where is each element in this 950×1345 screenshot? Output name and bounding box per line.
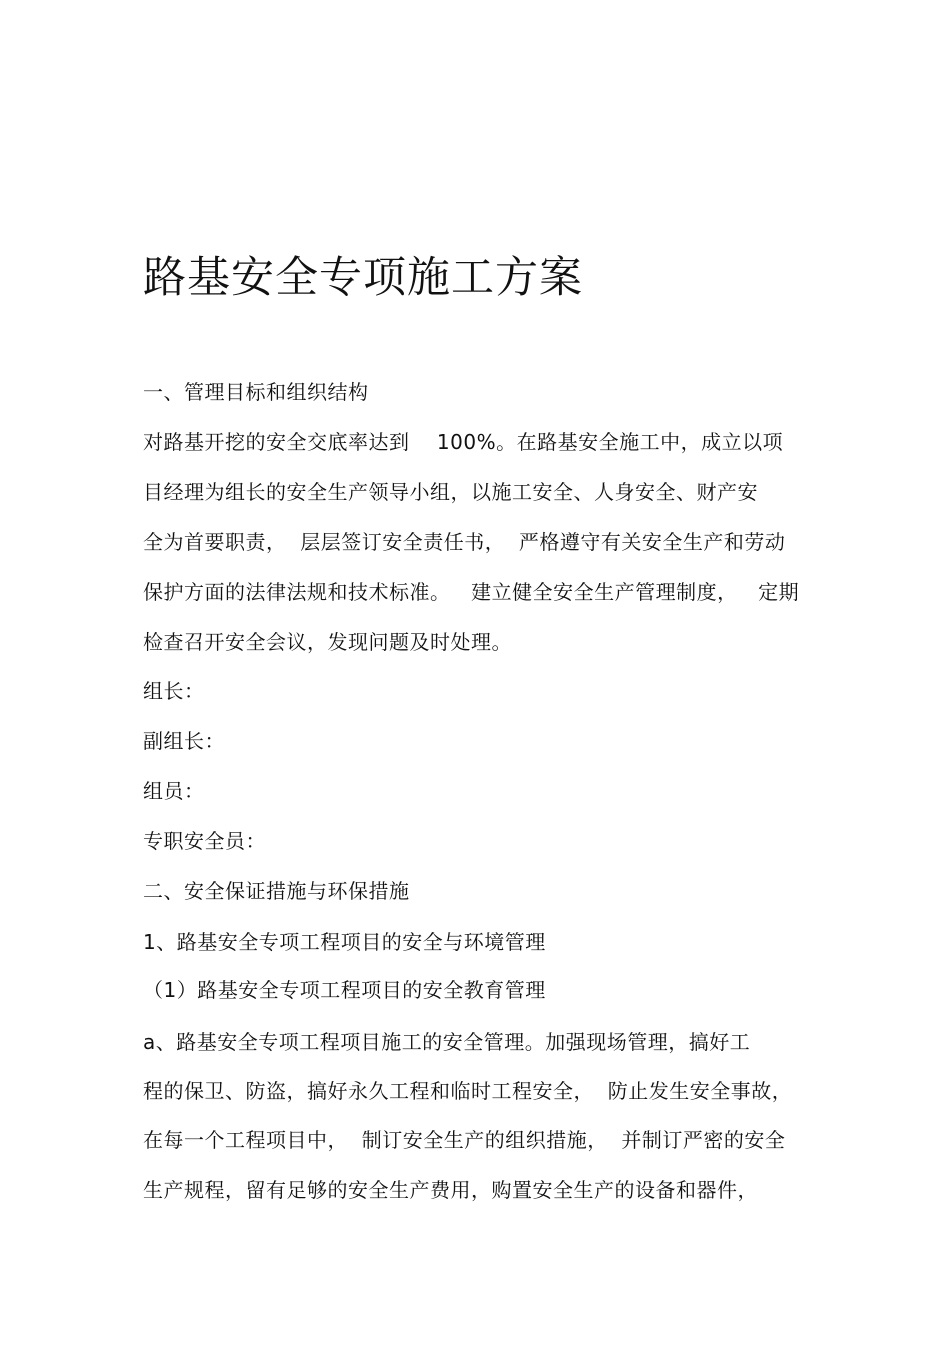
section-heading-management-goals: 一、管理目标和组织结构 (143, 380, 369, 404)
paragraph-line: 对路基开挖的安全交底率达到 100%。在路基安全施工中，成立以项 (143, 430, 784, 454)
team-leader-label: 组长： (143, 679, 205, 703)
paragraph-line: 检查召开安全会议，发现问题及时处理。 (143, 630, 512, 654)
paragraph-line: 目经理为组长的安全生产领导小组，以施工安全、人身安全、财产安 (143, 480, 758, 504)
paragraph-line: 全为首要职责， 层层签订安全责任书， 严格遵守有关安全生产和劳动 (143, 530, 786, 554)
safety-officer-label: 专职安全员： (143, 829, 266, 853)
subsection-heading: 1、路基安全专项工程项目的安全与环境管理 (143, 930, 546, 954)
paragraph-line: a、路基安全专项工程项目施工的安全管理。加强现场管理，搞好工 (143, 1030, 751, 1054)
section-heading-safety-measures: 二、安全保证措施与环保措施 (143, 879, 410, 903)
team-member-label: 组员： (143, 779, 205, 803)
subsection-heading: （1）路基安全专项工程项目的安全教育管理 (143, 978, 546, 1002)
paragraph-line: 程的保卫、防盗，搞好永久工程和临时工程安全， 防止发生安全事故， (143, 1079, 793, 1103)
paragraph-line: 保护方面的法律法规和技术标准。 建立健全安全生产管理制度， 定期 (143, 580, 800, 604)
deputy-leader-label: 副组长： (143, 729, 225, 753)
document-title: 路基安全专项施工方案 (143, 253, 583, 303)
paragraph-line: 在每一个工程项目中， 制订安全生产的组织措施， 并制订严密的安全 (143, 1128, 786, 1152)
paragraph-line: 生产规程，留有足够的安全生产费用，购置安全生产的设备和器件， (143, 1178, 758, 1202)
